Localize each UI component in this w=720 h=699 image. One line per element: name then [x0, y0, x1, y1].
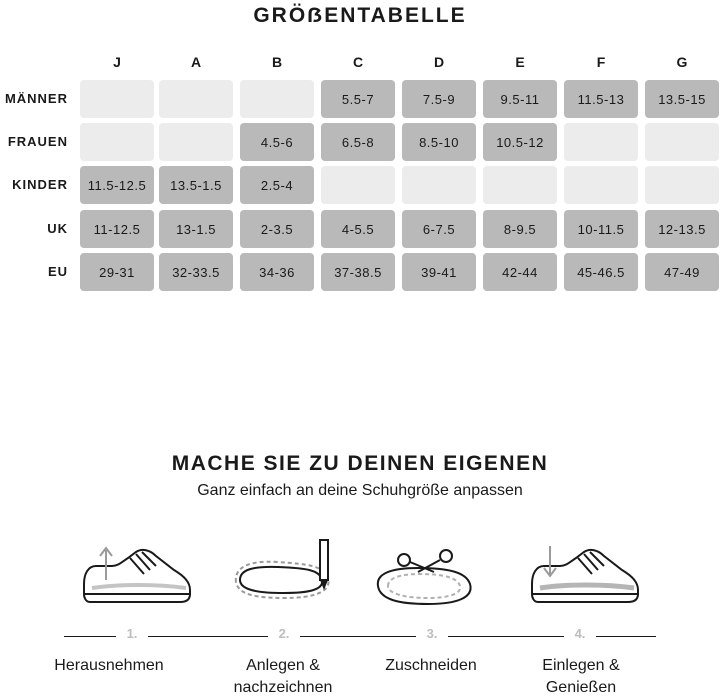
size-cell: 37-38.5	[321, 253, 395, 291]
step-label-line: Herausnehmen	[54, 657, 164, 674]
size-cell	[80, 80, 154, 118]
size-cell	[564, 123, 638, 161]
size-cell: 2-3.5	[240, 210, 314, 248]
shoe-remove-insole-icon	[78, 540, 196, 612]
step-label-3	[356, 655, 506, 677]
size-cell: 13.5-15	[645, 80, 719, 118]
step-number: 1.	[126, 626, 138, 641]
size-cell: 8-9.5	[483, 210, 557, 248]
size-cell	[645, 166, 719, 204]
step-number: 4.	[574, 626, 586, 641]
size-cell	[564, 166, 638, 204]
size-cell	[483, 166, 557, 204]
size-cell: 10-11.5	[564, 210, 638, 248]
row-label: FRAUEN	[7, 134, 68, 149]
size-cell: 6.5-8	[321, 123, 395, 161]
size-cell	[321, 166, 395, 204]
insole-trace-pencil-icon	[228, 536, 348, 610]
size-cell	[645, 123, 719, 161]
size-cell: 11.5-13	[564, 80, 638, 118]
column-header: D	[433, 54, 445, 70]
column-header: F	[596, 54, 606, 70]
size-cell: 29-31	[80, 253, 154, 291]
size-cell: 10.5-12	[483, 123, 557, 161]
step-label-line: Einlegen &	[542, 657, 620, 674]
size-cell: 8.5-10	[402, 123, 476, 161]
step-divider	[64, 636, 116, 637]
row-label: KINDER	[12, 177, 68, 192]
size-cell: 6-7.5	[402, 210, 476, 248]
step-label-2	[208, 655, 358, 699]
column-header: J	[113, 54, 121, 70]
size-cell: 4-5.5	[321, 210, 395, 248]
column-header: A	[190, 54, 202, 70]
size-cell	[159, 80, 233, 118]
size-cell	[402, 166, 476, 204]
step-label-line: Genießen	[545, 679, 617, 696]
step-number: 2.	[278, 626, 290, 641]
row-label: EU	[47, 264, 68, 279]
row-label: MÄNNER	[4, 91, 68, 106]
step-label-4	[506, 655, 656, 699]
step-label-line: nachzeichnen	[233, 679, 333, 696]
section-subheading: Ganz einfach an deine Schuhgröße anpassen	[197, 482, 523, 499]
row-label: UK	[47, 221, 68, 236]
step-label-1	[34, 655, 184, 677]
size-cell: 47-49	[645, 253, 719, 291]
column-header: G	[676, 54, 688, 70]
size-cell: 7.5-9	[402, 80, 476, 118]
size-cell	[80, 123, 154, 161]
section-heading: MACHE SIE ZU DEINEN EIGENEN	[171, 452, 549, 475]
size-cell: 12-13.5	[645, 210, 719, 248]
size-cell: 5.5-7	[321, 80, 395, 118]
size-cell: 42-44	[483, 253, 557, 291]
size-cell	[159, 123, 233, 161]
size-cell: 32-33.5	[159, 253, 233, 291]
column-header: B	[271, 54, 283, 70]
step-label-line: Anlegen &	[246, 657, 320, 674]
size-chart-title: GRÖẞENTABELLE	[253, 4, 467, 27]
size-cell: 11.5-12.5	[80, 166, 154, 204]
size-cell: 9.5-11	[483, 80, 557, 118]
column-header: C	[352, 54, 364, 70]
step-divider	[448, 636, 564, 637]
size-cell	[240, 80, 314, 118]
size-cell: 4.5-6	[240, 123, 314, 161]
size-cell: 2.5-4	[240, 166, 314, 204]
step-divider	[596, 636, 656, 637]
size-cell: 34-36	[240, 253, 314, 291]
size-cell: 45-46.5	[564, 253, 638, 291]
column-header: E	[515, 54, 525, 70]
size-cell: 39-41	[402, 253, 476, 291]
step-divider	[300, 636, 416, 637]
insole-scissors-icon	[374, 546, 484, 614]
step-number: 3.	[426, 626, 438, 641]
size-cell: 11-12.5	[80, 210, 154, 248]
size-cell: 13.5-1.5	[159, 166, 233, 204]
shoe-insert-insole-icon	[526, 540, 644, 612]
step-label-line: Zuschneiden	[385, 657, 477, 674]
size-cell: 13-1.5	[159, 210, 233, 248]
step-divider	[148, 636, 268, 637]
